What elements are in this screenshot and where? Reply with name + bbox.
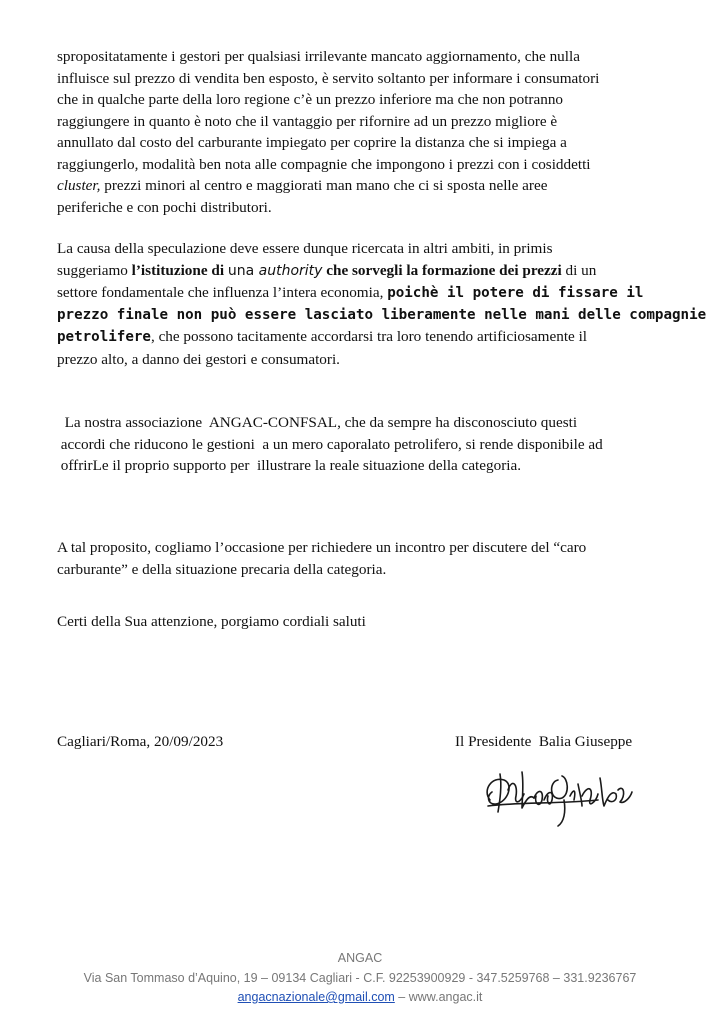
authority-term: authority bbox=[258, 262, 323, 279]
website-link[interactable]: www.angac.it bbox=[408, 990, 483, 1004]
cluster-term: cluster, bbox=[57, 177, 101, 194]
place-date: Cagliari/Roma, 20/09/2023 bbox=[57, 733, 224, 750]
p2-text: settore fondamentale che influenza l’intera economia, bbox=[57, 284, 388, 301]
p2-bold-text: poichè il potere di fissare il bbox=[387, 285, 644, 301]
p3-line-1: La nostra associazione ANGAC-CONFSAL, che da sempre ha disconosciuto questi bbox=[57, 414, 578, 431]
footer-organization: ANGAC bbox=[337, 951, 383, 965]
p2-line-1: La causa della speculazione deve essere dunque ricercata in altri ambiti, in primis bbox=[57, 240, 553, 257]
p2-text: , che possono tacitamente accordarsi tra loro tenendo artificiosamente il bbox=[150, 328, 588, 345]
p2-line-6: prezzo alto, a danno dei gestori e consumatori. bbox=[57, 350, 340, 368]
p3-line-2: accordi che riducono le gestioni a un mero caporalato petrolifero, si rende disponibile ad bbox=[57, 435, 603, 453]
paragraph-1 bbox=[57, 46, 707, 218]
p2-text: di un bbox=[561, 261, 597, 279]
p2-bold-text: l’istituzione di bbox=[131, 261, 228, 279]
p2-line-2 bbox=[57, 260, 707, 283]
p3-line-3: offrirLe il proprio supporto per illustrare la reale situazione della categoria. bbox=[57, 457, 522, 474]
p2-line-5 bbox=[57, 326, 707, 349]
p2-line-4: prezzo finale non può essere lasciato liberamente nelle mani delle compagnie bbox=[57, 306, 707, 323]
footer-contacts bbox=[0, 990, 720, 1004]
p1-line-6: raggiungerlo, modalità ben nota alle compagnie che impongono i prezzi con i cosiddetti bbox=[57, 155, 591, 173]
paragraph-4 bbox=[57, 537, 707, 580]
p2-sans-text: una bbox=[227, 262, 259, 279]
paragraph-3 bbox=[57, 412, 709, 477]
p2-line-3 bbox=[57, 282, 707, 305]
p1-line-5: annullato dal costo del carburante impiegato per coprire la distanza che si impiega a bbox=[57, 134, 567, 151]
handwritten-signature bbox=[478, 760, 638, 830]
paragraph-2 bbox=[57, 238, 707, 370]
p2-text: suggeriamo bbox=[57, 261, 132, 279]
p4-line-1: A tal proposito, cogliamo l’occasione per richiedere un incontro per discutere del “caro bbox=[57, 539, 587, 556]
p2-bold-text: petrolifere bbox=[57, 329, 151, 345]
p1-line-4: raggiungere in quanto è noto che il vantaggio per rifornire ad un prezzo migliore è bbox=[57, 112, 558, 130]
footer-address: Via San Tommaso d’Aquino, 19 – 09134 Cagliari - C.F. 92253900929 - 347.5259768 – 331.9236767 bbox=[83, 971, 637, 985]
p4-line-2: carburante” e della situazione precaria della categoria. bbox=[57, 560, 387, 578]
p1-line-8: periferiche e con pochi distributori. bbox=[57, 198, 272, 216]
closing-text: Certi della Sua attenzione, porgiamo cordiali saluti bbox=[57, 613, 366, 630]
p2-bold-text: che sorvegli la formazione dei prezzi bbox=[322, 261, 562, 279]
p1-line-3: che in qualche parte della loro regione c’è un prezzo inferiore ma che non potranno bbox=[57, 91, 564, 108]
email-link[interactable]: angacnazionale@gmail.com bbox=[237, 990, 395, 1004]
p1-line-7 bbox=[57, 175, 707, 197]
president-name: Il Presidente Balia Giuseppe bbox=[455, 733, 633, 750]
footer-separator: – bbox=[394, 990, 409, 1004]
closing-line bbox=[57, 611, 707, 633]
p1-line-2: influisce sul prezzo di vendita ben esposto, è servito soltanto per informare i consumatori bbox=[57, 69, 600, 87]
p1-line-7-rest: prezzi minori al centro e maggiorati man mano che ci si sposta nelle aree bbox=[100, 177, 548, 194]
p1-line-1: spropositatamente i gestori per qualsiasi irrilevante mancato aggiornamento, che nulla bbox=[57, 48, 580, 65]
